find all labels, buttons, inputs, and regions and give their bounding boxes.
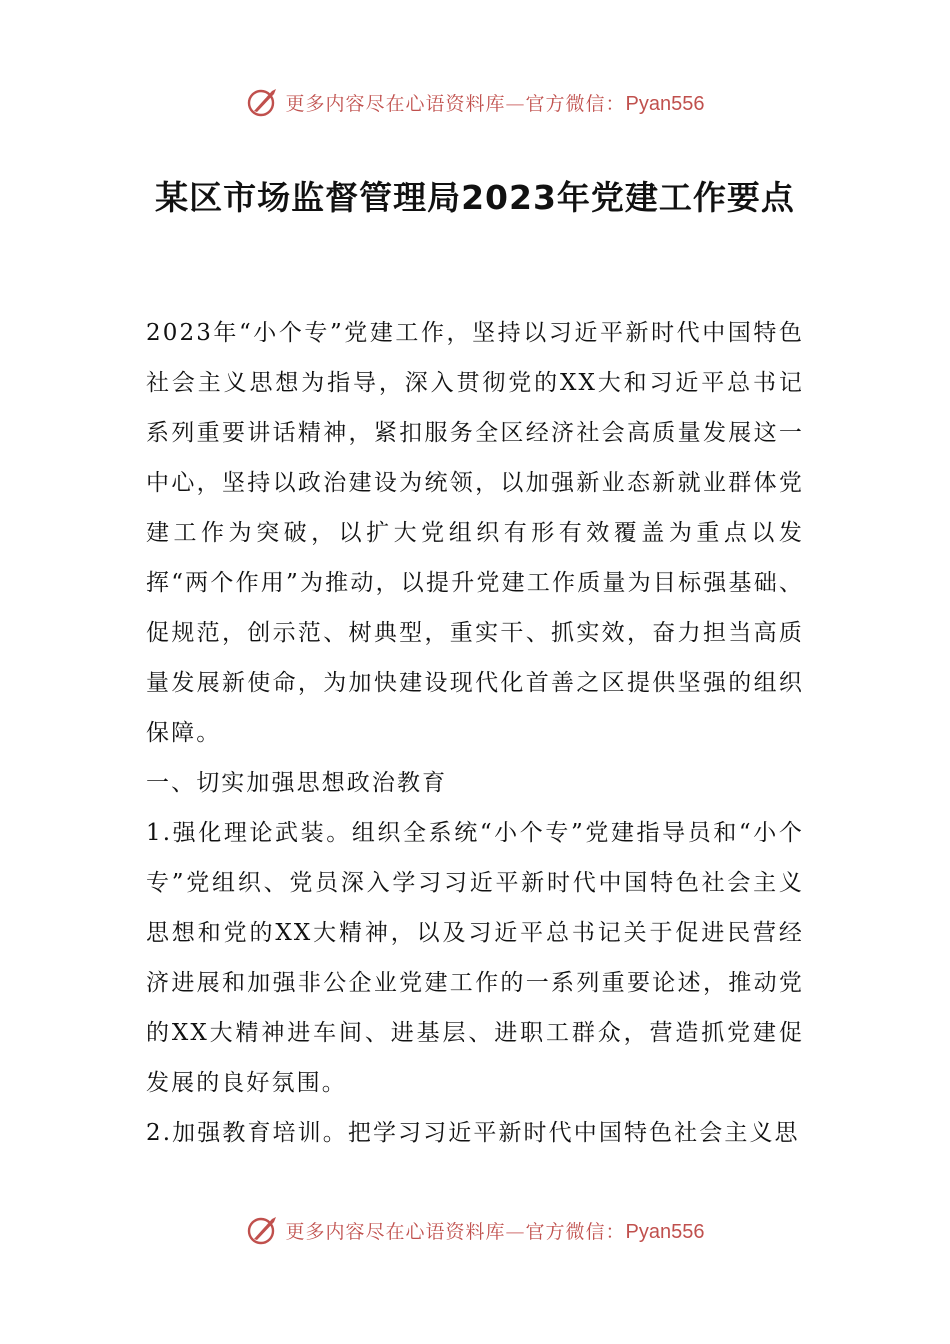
document-title: 某区市场监督管理局2023年党建工作要点 [155,178,795,217]
watermark-header [0,82,950,122]
watermark-text: 更多内容尽在心语资料库—官方微信：Pyan556 [285,92,705,115]
document-body [146,308,804,1158]
quill-logo-icon [246,1213,280,1247]
section-heading: 一、切实加强思想政治教育 [146,770,448,796]
quill-logo-icon [246,85,280,119]
paragraph-item-1: 1.强化理论武装。组织全系统“小个专”党建指导员和“小个专”党组织、党员深入学习习近平新时代中国特色社会主义思想和党的XX大精神，以及习近平总书记关于促进民营经济进展和加强非公企业党建工作的一系列重要论述，推动党的XX大精神进车间、进基层、进职工群众，营造抓党建促发展的良好氛围。 [146,820,804,1096]
paragraph-intro: 2023年“小个专”党建工作，坚持以习近平新时代中国特色社会主义思想为指导，深入贯彻党的XX大和习近平总书记系列重要讲话精神，紧扣服务全区经济社会高质量发展这一中心，坚持以政治建设为统领，以加强新业态新就业群体党建工作为突破，以扩大党组织有形有效覆盖为重点以发挥“两个作用”为推动，以提升党建工作质量为目标强基础、促规范，创示范、树典型，重实干、抓实效，奋力担当高质量发展新使命，为加快建设现代化首善之区提供坚强的组织保障。 [146,320,804,746]
watermark-footer [0,1210,950,1250]
paragraph-item-2: 2.加强教育培训。把学习习近平新时代中国特色社会主义思 [146,1120,800,1146]
watermark-text: 更多内容尽在心语资料库—官方微信：Pyan556 [285,1220,705,1243]
